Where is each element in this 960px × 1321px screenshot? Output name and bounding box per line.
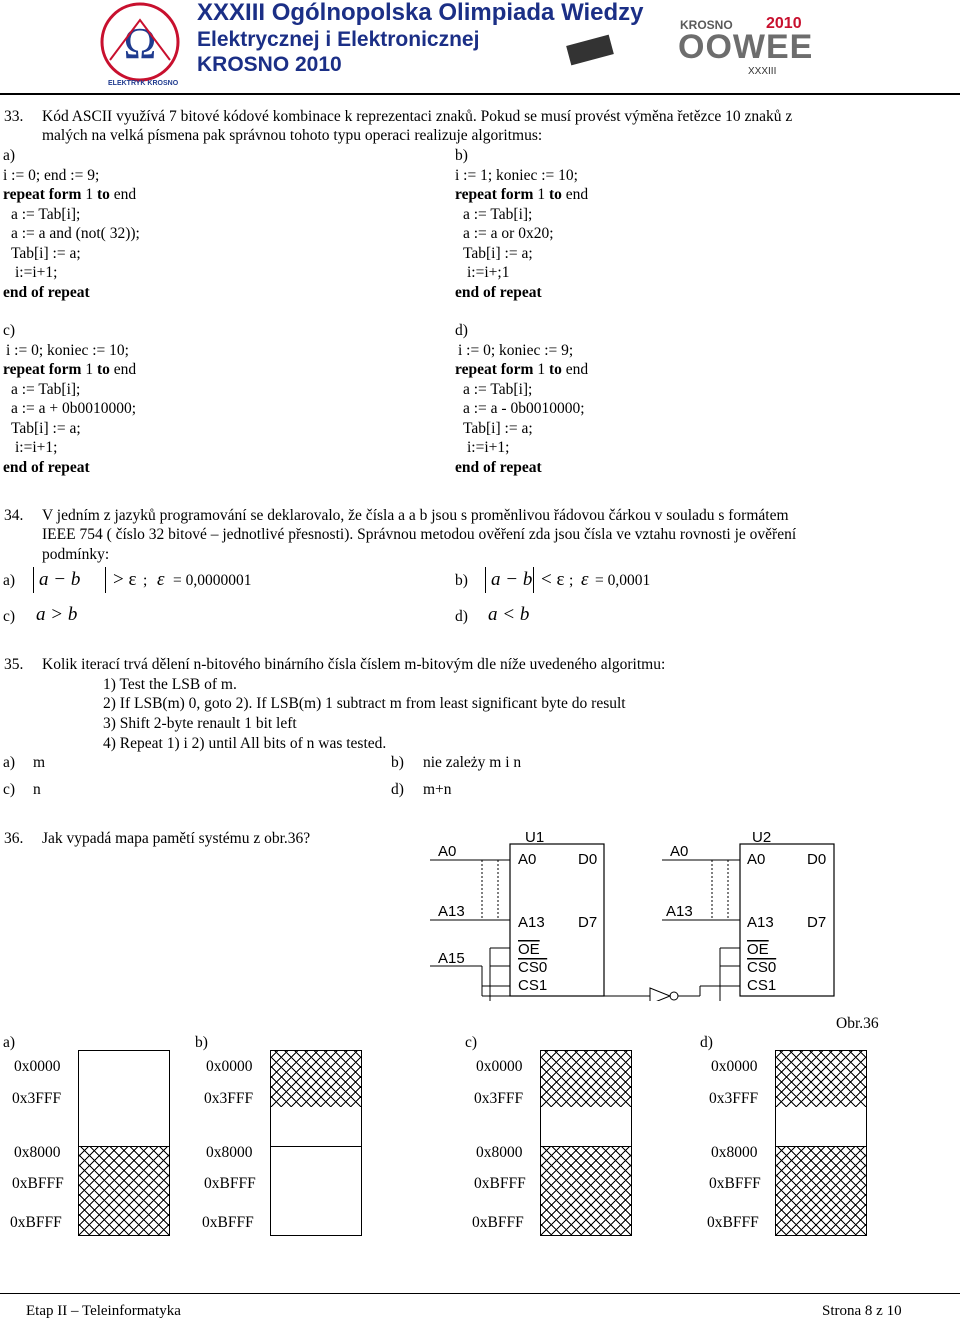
q34-a-label: a) [3,572,16,589]
u2-pin-d0: D0 [807,851,827,868]
q33-b-end-repeat: end of repeat [455,283,542,301]
q33-b-line6: i:=i+;1 [467,264,510,281]
bus-a13-2: A13 [666,903,693,920]
q34-d-label: d) [455,608,468,625]
q33-b-row [467,263,509,282]
memory-block-high [775,1146,867,1236]
figure-label: Obr.36 [836,1015,879,1032]
header-rule [0,93,960,95]
q33-a-line6: i:=i+1; [15,264,58,281]
q34-a-expr: a − b [39,569,81,590]
addr-3fff: 0x3FFF [474,1090,524,1107]
memory-gap [270,1107,362,1147]
q34-text-1: V jedním z jazyků programování se deklarovalo, že čísla a a b jsou s proměnlivou řádovou čárkou v souladu s formátem [42,507,789,524]
q34-text-2: IEEE 754 ( číslo 32 bitové – jednotlivé přesnosti). Správnou metodou ověření zda jsou čísla ve vztahu rovnosti je ověření [42,526,797,543]
q34-b-rel: < ε [541,569,565,590]
q33-d-repeat-kw: repeat form [455,361,534,378]
q35-step-1: 1) Test the LSB of m. [103,676,237,693]
q33-d-repeat-from: 1 [533,361,549,378]
q33-d-line3: a := Tab[i]; [463,380,533,398]
q33-c-line5: Tab[i] := a; [11,419,81,437]
q33-c-row [3,458,90,477]
right-logo-main: OOWEE [678,28,814,66]
q34-b-expr: a − b [491,569,533,590]
q33-b-repeat-kw: repeat form [455,186,534,203]
svg-text:Ω: Ω [123,19,157,68]
addr-8000: 0x8000 [711,1144,758,1161]
q34-number: 34. [4,507,24,524]
q33-a-row [3,283,90,302]
q33-c-row [6,341,129,360]
q33-d-row [458,341,573,360]
q35-c-text: n [33,781,41,798]
bus-a13-1: A13 [438,903,465,920]
q33-c-row [11,399,136,418]
addr-3fff: 0x3FFF [12,1090,62,1107]
q36-option-label: d) [700,1034,713,1051]
q36-number: 36. [4,830,24,847]
u2-pin-cs1: CS1 [747,977,777,994]
inverter-symbol [650,988,670,1001]
addr-8000: 0x8000 [14,1144,61,1161]
u1-pin-d0: D0 [578,851,598,868]
q36-text: Jak vypadá mapa pamětí systému z obr.36? [42,830,311,847]
memory-circuit-diagram [430,826,900,1001]
q33-d-row [467,438,509,457]
q35-step-3: 3) Shift 2-byte renault 1 bit left [103,715,297,732]
q33-c-line6: i:=i+1; [15,439,58,456]
q35-number: 35. [4,656,24,673]
addr-bfff-b: 0xBFFF [10,1214,62,1231]
q33-a-line3: a := Tab[i]; [11,205,81,223]
u1-pin-d7: D7 [578,914,598,931]
u2-pin-a13: A13 [747,914,774,931]
memory-block-high [78,1146,170,1236]
u2-pin-a0: A0 [747,851,766,868]
q33-c-repeat-kw: repeat form [3,361,82,378]
right-logo-year: 2010 [766,15,802,32]
olympiad-title-1: XXXIII Ogólnopolska Olimpiada Wiedzy [197,0,644,26]
footer-left: Etap II – Teleinformatyka [26,1303,181,1319]
q35-d-label: d) [391,781,404,798]
q34-d-expr: a < b [488,604,530,625]
footer-right: Strona 8 z 10 [822,1303,902,1319]
u2-pin-cs0: CS0 [747,959,777,976]
q33-a-row [11,224,140,243]
addr-0000: 0x0000 [206,1058,253,1075]
q33-c-line4: a := a + 0b0010000; [11,400,137,417]
q33-d-end-kw: end [561,361,589,378]
q33-d-row [455,321,468,340]
u1-pin-oe: OE [518,941,540,958]
q33-a-line4: a := a and (not( 32)); [11,225,140,242]
q34-text-3: podmínky: [42,546,110,563]
q33-a-line5: Tab[i] := a; [11,244,81,262]
q33-a-end-kw: end [109,186,137,203]
addr-bfff-b: 0xBFFF [472,1214,524,1231]
q33-c-line1: i := 0; koniec := 10; [6,341,129,359]
memory-block-low [775,1050,867,1108]
olympiad-title-2: Elektrycznej i Elektronicznej [197,28,480,51]
addr-8000: 0x8000 [476,1144,523,1161]
q33-b-row [455,283,542,302]
addr-bfff-a: 0xBFFF [12,1175,64,1192]
memory-gap [540,1107,632,1147]
q33-d-line1: i := 0; koniec := 9; [458,341,574,359]
u2-name: U2 [752,829,772,846]
logo-bottom-text: ELEKTRYK KROSNO [108,80,179,87]
q33-text-2: malých na velká písmena pak správnou tohoto typu operaci realizuje algoritmus: [42,127,543,144]
olympiad-title-3: KROSNO 2010 [197,53,342,76]
memory-block-high [270,1146,362,1236]
q33-b-repeat-from: 1 [533,186,549,203]
q33-text-1: Kód ASCII využívá 7 bitové kódové kombinace k reprezentaci znaků. Pokud se musí provést výměna řetězce 10 znaků z [42,108,793,125]
q34-c-label: c) [3,608,16,625]
q33-a-row [11,244,81,263]
q33-b-line3: a := Tab[i]; [463,205,533,223]
q33-c-label: c) [3,322,16,339]
u2-pin-d7: D7 [807,914,827,931]
q33-c-row [15,438,57,457]
q33-c-end-repeat: end of repeat [3,458,90,476]
q33-b-line1: i := 1; koniec := 10; [455,166,578,184]
page-header [0,0,960,92]
q33-a-row [3,146,15,165]
q33-number: 33. [4,108,24,125]
memory-gap [78,1107,170,1147]
q33-c-row [11,380,80,399]
right-logo-sub: XXXIII [748,66,777,77]
q33-b-row [463,244,533,263]
q35-a-label: a) [3,754,16,771]
u1-pin-a13: A13 [518,914,545,931]
q33-d-row [463,399,585,418]
addr-bfff-b: 0xBFFF [707,1214,759,1231]
addr-8000: 0x8000 [206,1144,253,1161]
q33-a-line1: i := 0; end := 9; [3,166,100,184]
q33-d-row [455,360,588,379]
addr-bfff-a: 0xBFFF [204,1175,256,1192]
q33-d-row [455,458,542,477]
addr-0000: 0x0000 [14,1058,61,1075]
memory-block-low [540,1050,632,1108]
q36-option-label: c) [465,1034,478,1051]
q33-a-label: a) [3,147,16,164]
q33-a-end-repeat: end of repeat [3,283,90,301]
memory-gap [775,1107,867,1147]
q33-c-to-kw: to [96,361,110,378]
u2-pin-oe: OE [747,941,769,958]
right-logo-city: KROSNO [680,18,733,32]
bus-a0-1: A0 [438,843,457,860]
bus-a15: A15 [438,950,465,967]
q33-c-row [11,419,81,438]
q33-a-repeat-from: 1 [81,186,97,203]
q33-a-row [3,166,99,185]
addr-3fff: 0x3FFF [709,1090,759,1107]
q33-c-line3: a := Tab[i]; [11,380,81,398]
q33-b-row [455,166,578,185]
q33-d-row [463,419,533,438]
memory-block-low [78,1050,170,1108]
addr-0000: 0x0000 [711,1058,758,1075]
q33-d-line6: i:=i+1; [467,439,510,456]
q34-b-label: b) [455,572,468,589]
q34-b-eps: ε [581,569,589,590]
q35-text: Kolik iterací trvá dělení n-bitového binárního čísla číslem m-bitovým dle níže uvedeného algoritmu: [42,656,666,673]
q34-c-expr: a > b [36,604,78,625]
q33-d-line4: a := a - 0b0010000; [463,400,585,417]
q34-a-sep: ; [143,572,148,589]
u1-pin-cs1: CS1 [518,977,548,994]
addr-bfff-a: 0xBFFF [709,1175,761,1192]
q33-d-row [463,380,532,399]
u1-pin-a0: A0 [518,851,537,868]
q33-a-row [11,205,80,224]
q33-b-end-kw: end [561,186,589,203]
q33-a-row [3,185,136,204]
bus-a0-2: A0 [670,843,689,860]
q34-a-rel: > ε [113,569,137,590]
q35-b-text: nie zależy m i n [423,754,522,771]
q33-b-to-kw: to [548,186,562,203]
q33-b-row [463,205,532,224]
q33-c-row [3,321,15,340]
q36-option-label: a) [3,1034,16,1051]
q33-d-end-repeat: end of repeat [455,458,542,476]
q33-b-row [463,224,554,243]
q34-a-val: = 0,0000001 [173,572,252,589]
addr-bfff-a: 0xBFFF [474,1175,526,1192]
q33-d-line5: Tab[i] := a; [463,419,533,437]
memory-block-high [540,1146,632,1236]
q33-c-end-kw: end [109,361,137,378]
q35-step-4: 4) Repeat 1) i 2) until All bits of n was tested. [103,735,387,752]
q33-c-row [3,360,136,379]
q35-step-2: 2) If LSB(m) 0, goto 2). If LSB(m) 1 subtract m from least significant byte do result [103,695,626,712]
q34-b-val: = 0,0001 [595,572,651,589]
q33-b-row [455,146,468,165]
q33-d-to-kw: to [548,361,562,378]
q36-option-label: b) [195,1034,208,1051]
footer-rule [0,1293,960,1294]
q33-b-line5: Tab[i] := a; [463,244,533,262]
q35-b-label: b) [391,754,404,771]
q33-b-label: b) [455,147,468,164]
q33-a-repeat-kw: repeat form [3,186,82,203]
q33-b-row [455,185,588,204]
addr-bfff-b: 0xBFFF [202,1214,254,1231]
q34-b-sep: ; [569,572,574,589]
memory-block-low [270,1050,362,1108]
q35-a-text: m [33,754,46,771]
q35-d-text: m+n [423,781,452,798]
chip-icon [560,30,620,70]
q33-c-repeat-from: 1 [81,361,97,378]
q34-a-eps: ε [157,569,165,590]
q33-d-label: d) [455,322,468,339]
addr-3fff: 0x3FFF [204,1090,254,1107]
q35-c-label: c) [3,781,16,798]
u1-name: U1 [525,829,545,846]
q33-a-row [15,263,57,282]
u1-pin-cs0: CS0 [518,959,548,976]
q33-a-to-kw: to [96,186,110,203]
addr-0000: 0x0000 [476,1058,523,1075]
q33-b-line4: a := a or 0x20; [463,225,554,242]
